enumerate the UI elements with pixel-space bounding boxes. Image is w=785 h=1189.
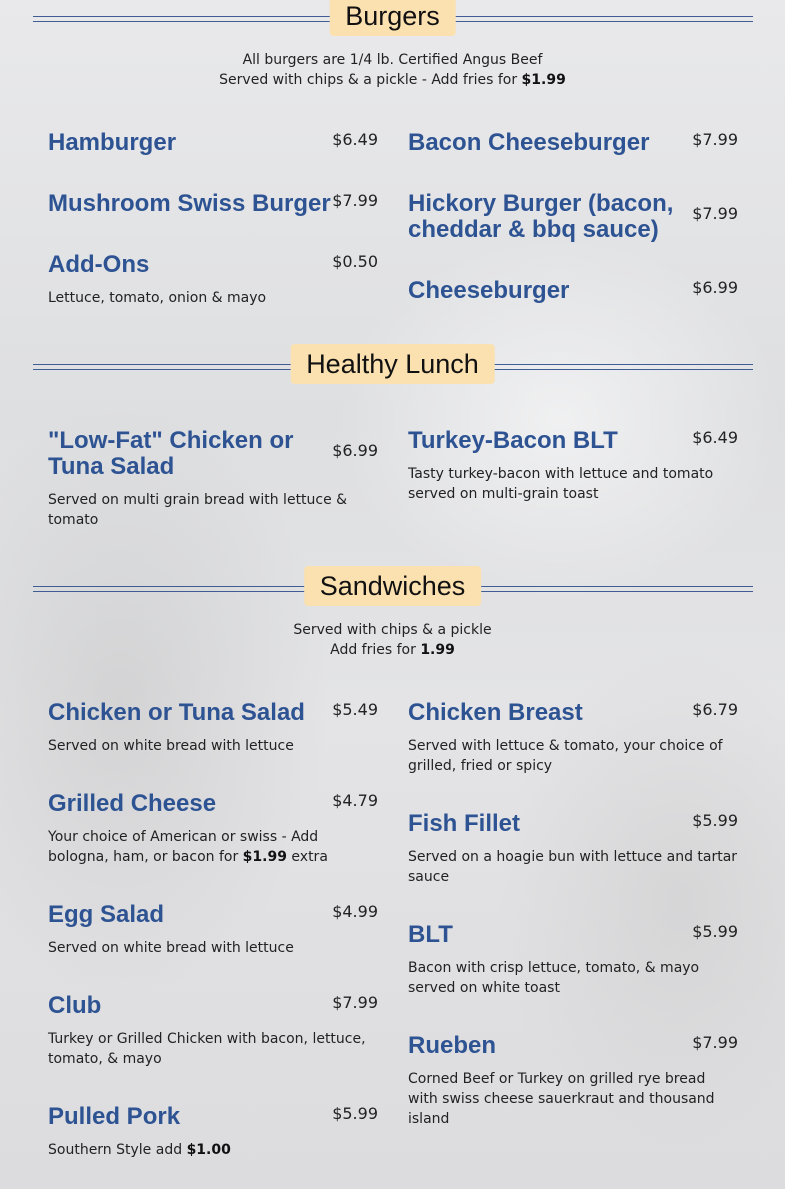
item-price: $6.99	[332, 441, 378, 460]
menu-item	[408, 1033, 738, 1129]
menu-item	[408, 130, 738, 156]
menu-item	[408, 811, 738, 887]
item-name: Hamburger	[48, 129, 177, 156]
item-price: $6.79	[692, 700, 738, 719]
item-name: Club	[48, 992, 102, 1019]
item-price: $5.99	[692, 811, 738, 830]
item-price: $4.79	[332, 791, 378, 810]
menu-item	[408, 428, 738, 504]
item-description: Bacon with crisp lettuce, tomato, & mayo served on white toast	[408, 960, 700, 996]
menu-item	[48, 252, 378, 308]
item-price: $6.99	[692, 278, 738, 297]
item-name: Bacon Cheeseburger	[408, 129, 650, 156]
menu-item	[48, 191, 378, 217]
item-price: $7.99	[332, 993, 378, 1012]
item-name: BLT	[408, 921, 453, 948]
sandwiches-note-line2: Add fries for 1.99	[330, 642, 455, 658]
menu-item	[48, 791, 378, 867]
item-price: $6.49	[332, 130, 378, 149]
item-name: Hickory Burger (bacon, cheddar & bbq sauce)	[408, 190, 674, 243]
menu-item	[408, 191, 738, 243]
item-name: Grilled Cheese	[48, 790, 217, 817]
item-price: $5.99	[692, 922, 738, 941]
item-name: Egg Salad	[48, 901, 165, 928]
item-description: Served on a hoagie bun with lettuce and tartar sauce	[408, 849, 738, 885]
item-name: Turkey-Bacon BLT	[408, 427, 618, 454]
menu-item	[48, 902, 378, 958]
item-description: Served on multi grain bread with lettuce & tomato	[48, 492, 348, 528]
item-description: Served with lettuce & tomato, your choice of grilled, fried or spicy	[408, 738, 723, 774]
item-description: Lettuce, tomato, onion & mayo	[48, 290, 267, 306]
item-name: "Low-Fat" Chicken or Tuna Salad	[48, 427, 294, 480]
item-name: Cheeseburger	[408, 277, 570, 304]
item-description: Tasty turkey-bacon with lettuce and tomato served on multi-grain toast	[408, 466, 714, 502]
item-name: Chicken Breast	[408, 699, 583, 726]
item-price: $5.49	[332, 700, 378, 719]
menu-item	[408, 700, 738, 776]
item-description: Served on white bread with lettuce	[48, 738, 294, 754]
item-description: Your choice of American or swiss - Add bologna, ham, or bacon for $1.99 extra	[48, 829, 328, 865]
item-description: Served on white bread with lettuce	[48, 940, 294, 956]
item-price: $7.99	[332, 191, 378, 210]
item-price: $4.99	[332, 902, 378, 921]
item-description: Southern Style add $1.00	[48, 1142, 231, 1158]
item-name: Fish Fillet	[408, 810, 521, 837]
section-heading-healthy-lunch: Healthy Lunch	[290, 344, 495, 384]
section-heading-sandwiches: Sandwiches	[304, 566, 482, 606]
menu-item	[48, 130, 378, 156]
item-price: $7.99	[692, 130, 738, 149]
section-heading-burgers: Burgers	[329, 0, 456, 36]
item-price: $7.99	[692, 1033, 738, 1052]
burgers-note-line2: Served with chips & a pickle - Add fries for $1.99	[219, 72, 566, 88]
burgers-note-line1: All burgers are 1/4 lb. Certified Angus Beef	[242, 52, 543, 68]
item-name: Mushroom Swiss Burger	[48, 190, 331, 217]
menu-item	[48, 993, 378, 1069]
item-price: $7.99	[692, 204, 738, 223]
item-name: Rueben	[408, 1032, 497, 1059]
item-name: Add-Ons	[48, 251, 150, 278]
menu-item	[408, 922, 738, 998]
menu-item	[48, 428, 378, 530]
item-description: Turkey or Grilled Chicken with bacon, lettuce, tomato, & mayo	[48, 1031, 366, 1067]
item-price: $6.49	[692, 428, 738, 447]
item-description: Corned Beef or Turkey on grilled rye bread with swiss cheese sauerkraut and thousand island	[408, 1071, 715, 1127]
sandwiches-note-line1: Served with chips & a pickle	[293, 622, 492, 638]
menu-item	[48, 700, 378, 756]
item-name: Chicken or Tuna Salad	[48, 699, 305, 726]
item-price: $5.99	[332, 1104, 378, 1123]
menu-item	[48, 1104, 378, 1160]
menu-item	[408, 278, 738, 304]
item-name: Pulled Pork	[48, 1103, 181, 1130]
item-price: $0.50	[332, 252, 378, 271]
